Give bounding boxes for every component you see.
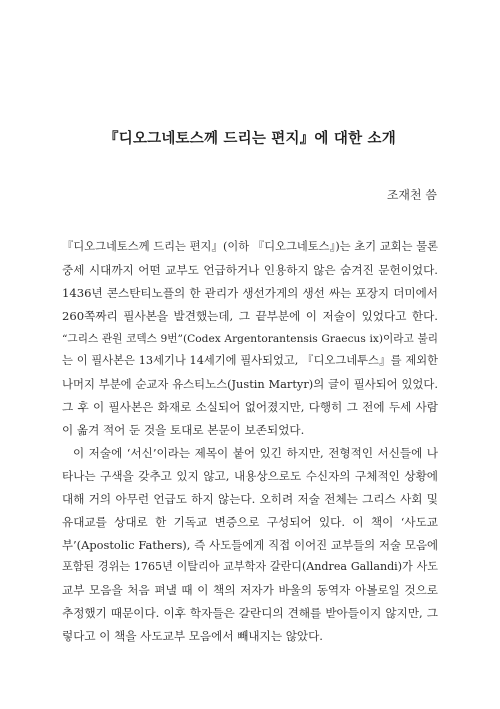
text-line: 대해 거의 아무런 언급도 하지 않는다. 오히려 저술 전체는 그리스 사회 및: [62, 491, 438, 506]
paragraph-2: [62, 442, 438, 648]
text-line: 260쪽짜리 필사본을 발견했는데, 그 끝부분에 이 저술이 있었다고 한다.: [62, 308, 438, 323]
text-line: 그 후 이 필사본은 화재로 소실되어 없어졌지만, 다행히 그 전에 두세 사람: [62, 400, 438, 415]
text-line: 중세 시대까지 어떤 교부도 언급하거나 인용하지 않은 숨겨진 문헌이었다.: [62, 262, 438, 277]
text-line: 타나는 구색을 갖추고 있지 않고, 내용상으로도 수신자의 구체적인 상황에: [62, 468, 438, 483]
text-line: 는 이 필사본은 13세기나 14세기에 필사되었고, 『디오그네투스』를 제외한: [62, 354, 438, 368]
text-line: 추정했기 때문이다. 이후 학자들은 갈란디의 견해를 받아들이지 않지만, 그: [62, 606, 438, 621]
text-line: 나머지 부분에 순교자 유스티노스(Justin Martyr)의 글이 필사되어 있었다.: [62, 377, 438, 392]
text-line: 렇다고 이 책을 사도교부 모음에서 빼내지는 않았다.: [62, 629, 323, 644]
body-text: [62, 236, 438, 648]
text-line: 부’(Apostolic Fathers), 즉 사도들에게 직접 이어진 교부들의 저술 모음에: [62, 537, 438, 552]
paragraph-1: [62, 236, 438, 442]
text-line: 포함된 경위는 1765년 이탈리아 교부학자 갈란디(Andrea Gallandi)가 사도: [62, 560, 438, 574]
text-line: 유대교를 상대로 한 기독교 변증으로 구성되어 있다. 이 책이 ‘사도교: [62, 514, 438, 529]
text-line: 『디오그네토스께 드리는 편지』(이하 『디오그네토스』)는 초기 교회는 물론: [62, 240, 438, 253]
text-line: 교부 모음을 처음 펴낼 때 이 책의 저자가 바울의 동역자 아볼로일 것으로: [62, 583, 438, 598]
text-line: 1436년 콘스탄티노플의 한 관리가 생선가게의 생선 싸는 포장지 더미에서: [62, 285, 438, 300]
author-byline: 조재천 씀: [386, 188, 437, 202]
text-line: “그리스 관원 코덱스 9번”(Codex Argentorantensis Graecus ix)이라고 불리: [62, 331, 438, 345]
text-line: 이 옮겨 적어 둔 것을 토대로 본문이 보존되었다.: [62, 423, 305, 438]
text-line: 이 저술에 ‘서신’이라는 제목이 붙어 있긴 하지만, 전형적인 서신들에 나: [73, 446, 438, 461]
chapter-title: 『디오그네토스께 드리는 편지』에 대한 소개: [104, 130, 396, 147]
